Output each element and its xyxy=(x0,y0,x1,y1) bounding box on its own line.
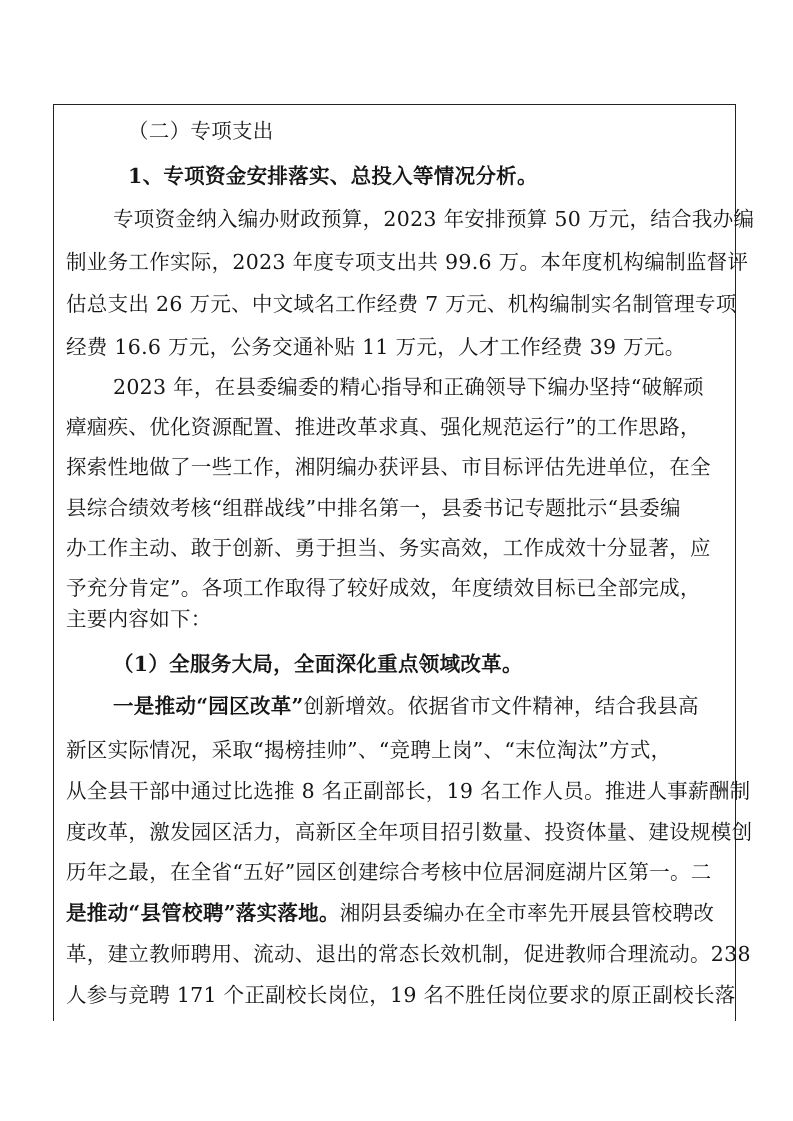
paragraph-line: 经费 16.6 万元，公务交通补贴 11 万元，人才工作经费 39 万元。 xyxy=(66,335,686,359)
subheading: 1、专项资金安排落实、总投入等情况分析。 xyxy=(128,164,538,188)
paragraph-line xyxy=(66,899,714,927)
paragraph-text: 湘阴县委编办在全市率先开展县管校聘改 xyxy=(339,901,715,925)
paragraph-line: 革，建立教师聘用、流动、退出的常态长效机制，促进教师合理流动。238 xyxy=(66,942,751,966)
paragraph-line: 瘴痼疾、优化资源配置、推进改革求真、强化规范运行”的工作思路， xyxy=(66,415,701,439)
paragraph-line: 县综合绩效考核“组群战线”中排名第一，县委书记专题批示“县委编 xyxy=(66,496,681,520)
paragraph-line: 历年之最，在全省“五好”园区创建综合考核中位居洞庭湖片区第一。二 xyxy=(66,860,712,884)
paragraph-text: 创新增效。依据省市文件精神，结合我县高 xyxy=(303,694,699,718)
paragraph-line: 估总支出 26 万元、中文域名工作经费 7 万元、机构编制实名制管理专项 xyxy=(66,292,737,316)
paragraph-line: 从全县干部中通过比选推 8 名正副部长，19 名工作人员。推进人事薪酬制 xyxy=(66,779,751,803)
item-heading: （1）全服务大局，全面深化重点领域改革。 xyxy=(113,652,523,676)
paragraph-line: 探索性地做了一些工作，湘阴编办获评县、市目标评估先进单位，在全 xyxy=(66,455,711,479)
paragraph-line: 度改革，激发园区活力，高新区全年项目招引数量、投资体量、建设规模创 xyxy=(66,820,753,844)
section-heading: （二）专项支出 xyxy=(128,119,274,143)
paragraph-line: 2023 年，在县委编委的精心指导和正确领导下编办坚持“破解顽 xyxy=(113,375,704,399)
paragraph-line: 办工作主动、敢于创新、勇于担当、务实高效，工作成效十分显著，应 xyxy=(66,536,711,560)
paragraph-line: 予充分肯定”。各项工作取得了较好成效，年度绩效目标已全部完成， xyxy=(66,576,701,600)
paragraph-line: 人参与竞聘 171 个正副校长岗位，19 名不胜任岗位要求的原正副校长落 xyxy=(66,983,736,1007)
paragraph-line xyxy=(113,692,699,720)
emphasis-text: 是推动“县管校聘”落实落地。 xyxy=(66,901,340,925)
paragraph-line: 新区实际情况，采取“揭榜挂帅”、“竞聘上岗”、“末位淘汰”方式， xyxy=(66,738,672,762)
paragraph-line: 主要内容如下： xyxy=(66,607,212,631)
paragraph-line: 专项资金纳入编办财政预算，2023 年安排预算 50 万元，结合我办编 xyxy=(113,207,755,231)
emphasis-text: 一是推动“园区改革” xyxy=(113,694,304,718)
paragraph-line: 制业务工作实际，2023 年度专项支出共 99.6 万。本年度机构编制监督评 xyxy=(66,250,749,274)
